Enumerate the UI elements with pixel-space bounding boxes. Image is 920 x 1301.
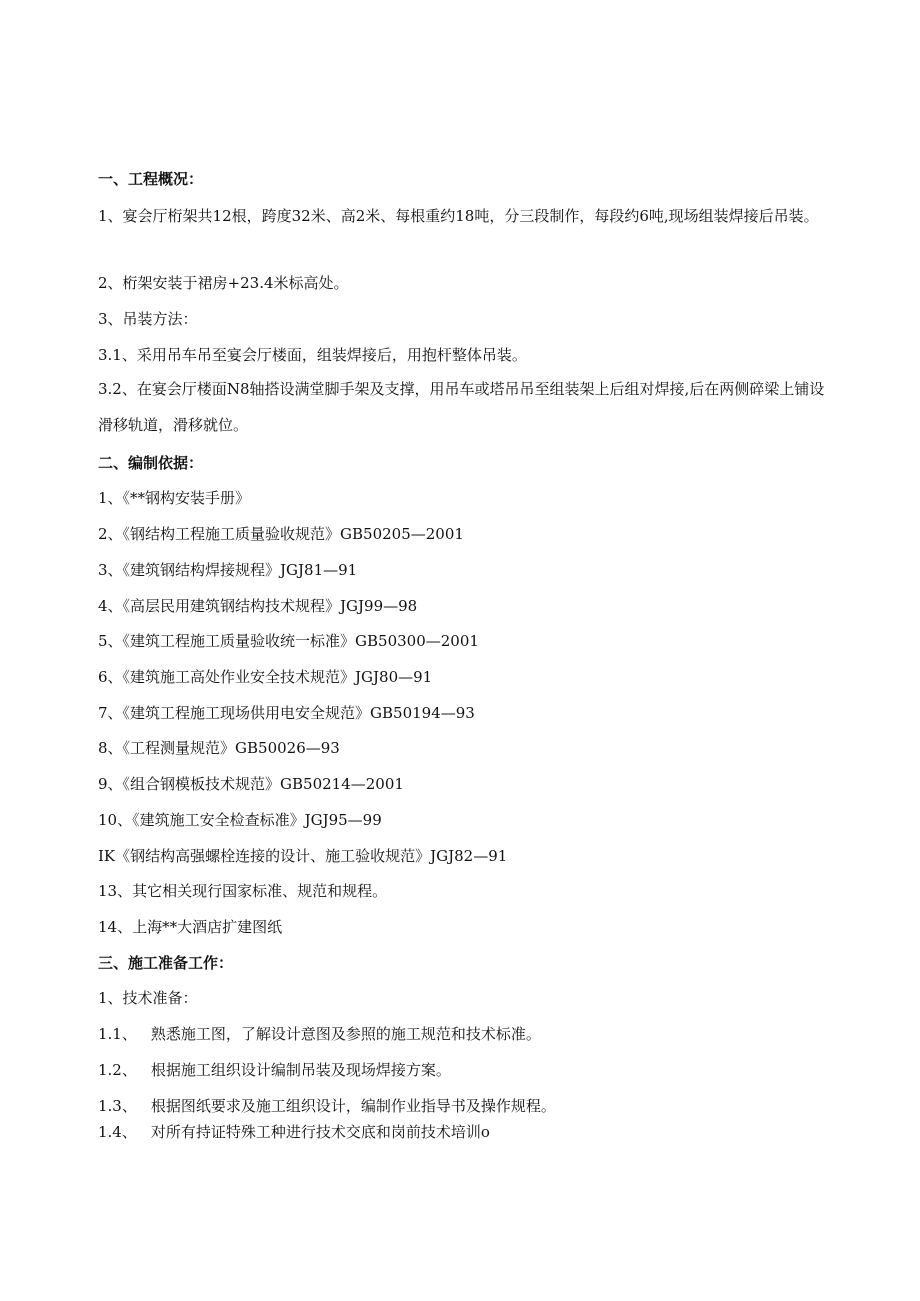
reference-item: 1、《**钢构安装手册》 xyxy=(98,489,251,507)
reference-item: 14、上海**大酒店扩建图纸 xyxy=(98,918,283,936)
section-heading-basis: 二、编制依据： xyxy=(98,454,204,472)
overview-item-2: 2、桁架安装于裙房+23.4米标高处。 xyxy=(98,274,349,292)
reference-item: 13、其它相关现行国家标准、规范和规程。 xyxy=(98,882,388,900)
preparation-subitem xyxy=(98,1060,838,1080)
section-heading-preparation: 三、施工准备工作： xyxy=(98,954,234,972)
section-heading-overview: 一、工程概况： xyxy=(98,170,204,188)
reference-item: 3、《建筑钢结构焊接规程》JGJ81—91 xyxy=(98,561,358,579)
preparation-subitem xyxy=(98,1096,838,1116)
reference-item: 8、《工程测量规范》GB50026—93 xyxy=(98,739,340,757)
subitem-number: 1.2、 xyxy=(98,1061,137,1079)
reference-item: 9、《组合钢模板技术规范》GB50214—2001 xyxy=(98,775,404,793)
subitem-number: 1.3、 xyxy=(98,1097,137,1115)
reference-item: 7、《建筑工程施工现场供用电安全规范》GB50194—93 xyxy=(98,704,475,722)
overview-item-3-2: 3.2、在宴会厅楼面N8轴搭设满堂脚手架及支撑，用吊车或塔吊吊至组装架上后组对焊接,后在两侧碎梁上铺设滑移轨道，滑移就位。 xyxy=(98,380,825,434)
subitem-number: 1.1、 xyxy=(98,1025,137,1043)
reference-item: 2、《钢结构工程施工质量验收规范》GB50205—2001 xyxy=(98,525,464,543)
preparation-subitem xyxy=(98,1024,838,1044)
preparation-item-1: 1、技术准备： xyxy=(98,989,198,1007)
subitem-number: 1.4、 xyxy=(98,1123,137,1141)
subitem-text: 熟悉施工图，了解设计意图及参照的施工规范和技术标准。 xyxy=(150,1025,541,1043)
reference-item: 5、《建筑工程施工质量验收统一标准》GB50300—2001 xyxy=(98,632,479,650)
overview-item-3: 3、吊装方法： xyxy=(98,310,198,328)
overview-item-1: 1、宴会厅桁架共12根，跨度32米、高2米、每根重约18吨，分三段制作，每段约6吨,现场组装焊接后吊装。 xyxy=(98,207,819,225)
subitem-text: 根据施工组织设计编制吊装及现场焊接方案。 xyxy=(150,1061,451,1079)
subitem-text: 根据图纸要求及施工组织设计，编制作业指导书及操作规程。 xyxy=(150,1097,556,1115)
overview-item-3-1: 3.1、采用吊车吊至宴会厅楼面，组装焊接后，用抱杆整体吊装。 xyxy=(98,346,527,364)
reference-item: IK《钢结构高强螺栓连接的设计、施工验收规范》JGJ82—91 xyxy=(98,847,508,865)
reference-item: 10、《建筑施工安全检查标准》JGJ95—99 xyxy=(98,811,382,829)
reference-item: 6、《建筑施工高处作业安全技术规范》JGJ80—91 xyxy=(98,668,433,686)
preparation-subitem xyxy=(98,1122,838,1142)
subitem-text: 对所有持证特殊工种进行技术交底和岗前技术培训o xyxy=(150,1123,490,1141)
reference-item: 4、《高层民用建筑钢结构技术规程》JGJ99—98 xyxy=(98,597,418,615)
